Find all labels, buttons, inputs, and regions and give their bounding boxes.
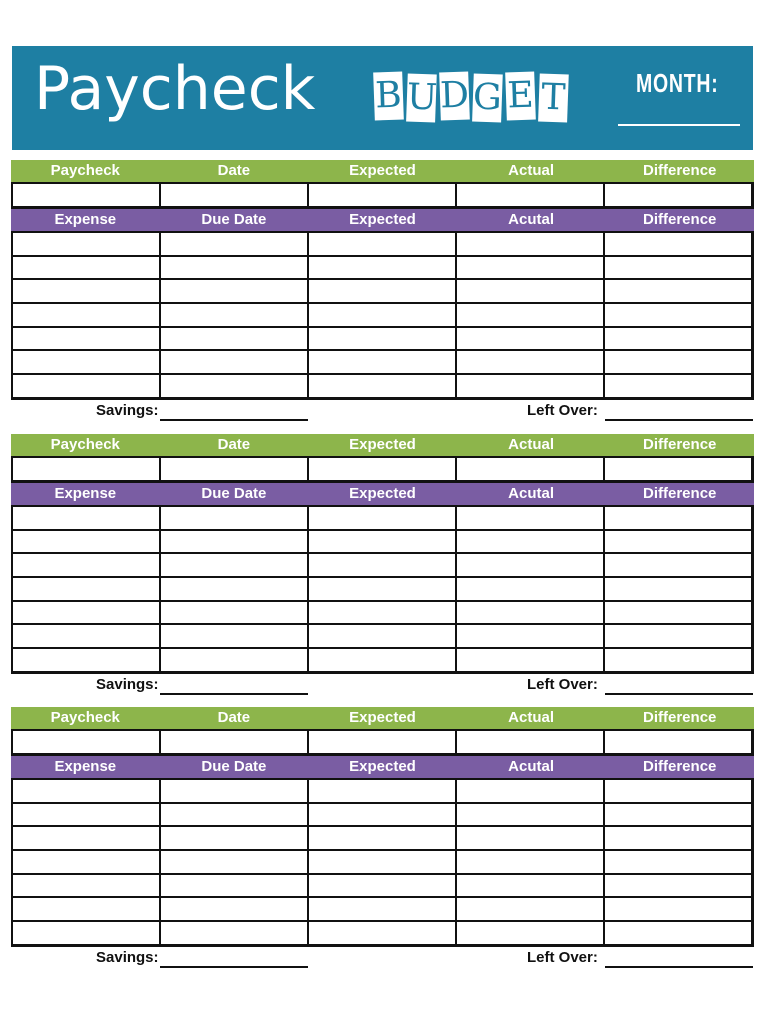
- month-label: MONTH:: [636, 68, 719, 98]
- savings-field[interactable]: [160, 419, 308, 421]
- expected-cell[interactable]: [309, 375, 457, 399]
- column-header: Difference: [643, 436, 717, 453]
- expected-cell[interactable]: [309, 184, 457, 208]
- expected-cell[interactable]: [309, 304, 457, 328]
- difference-cell[interactable]: [605, 531, 753, 555]
- due-date-cell[interactable]: [161, 280, 309, 304]
- difference-cell[interactable]: [605, 625, 753, 649]
- expense-cell[interactable]: [13, 922, 161, 946]
- totals-row: [11, 674, 754, 704]
- expected-cell[interactable]: [309, 531, 457, 555]
- actual-cell[interactable]: [457, 649, 605, 673]
- column-header: Date: [217, 709, 251, 726]
- difference-cell[interactable]: [605, 257, 753, 281]
- expense-cell[interactable]: [13, 780, 161, 804]
- difference-cell[interactable]: [605, 851, 753, 875]
- budget-section: [11, 434, 754, 704]
- expense-cell[interactable]: [13, 804, 161, 828]
- due-date-cell[interactable]: [161, 351, 309, 375]
- actual-cell[interactable]: [457, 804, 605, 828]
- due-date-cell[interactable]: [161, 922, 309, 946]
- expense-cell[interactable]: [13, 554, 161, 578]
- column-header: Acutal: [508, 211, 555, 228]
- actual-cell[interactable]: [457, 351, 605, 375]
- savings-label: Savings:: [96, 948, 159, 966]
- column-header: Difference: [643, 758, 717, 775]
- difference-cell[interactable]: [605, 780, 753, 804]
- totals-row: [11, 947, 754, 977]
- expense-header-row: [11, 483, 754, 505]
- column-header: Paycheck: [50, 709, 120, 726]
- actual-cell[interactable]: [457, 780, 605, 804]
- actual-cell[interactable]: [457, 184, 605, 208]
- expense-cell[interactable]: [13, 375, 161, 399]
- due-date-cell[interactable]: [161, 649, 309, 673]
- expected-cell[interactable]: [309, 731, 457, 755]
- actual-cell[interactable]: [457, 507, 605, 531]
- actual-cell[interactable]: [457, 531, 605, 555]
- expense-header-row: [11, 756, 754, 778]
- column-header: Date: [217, 436, 251, 453]
- expense-cell[interactable]: [13, 351, 161, 375]
- difference-cell[interactable]: [605, 804, 753, 828]
- column-header: Actual: [508, 436, 555, 453]
- paycheck-cell[interactable]: [13, 184, 161, 208]
- expense-cell[interactable]: [13, 233, 161, 257]
- column-header: Difference: [643, 485, 717, 502]
- actual-cell[interactable]: [457, 280, 605, 304]
- expected-cell[interactable]: [309, 328, 457, 352]
- column-header: Expense: [54, 758, 117, 775]
- actual-cell[interactable]: [457, 458, 605, 482]
- actual-cell[interactable]: [457, 827, 605, 851]
- difference-cell[interactable]: [605, 233, 753, 257]
- expense-cell[interactable]: [13, 827, 161, 851]
- actual-cell[interactable]: [457, 578, 605, 602]
- date-cell[interactable]: [161, 731, 309, 755]
- actual-cell[interactable]: [457, 304, 605, 328]
- column-header: Expected: [349, 436, 416, 453]
- expected-cell[interactable]: [309, 507, 457, 531]
- column-header: Difference: [643, 211, 717, 228]
- due-date-cell[interactable]: [161, 304, 309, 328]
- expected-cell[interactable]: [309, 625, 457, 649]
- expected-cell[interactable]: [309, 804, 457, 828]
- column-header: Difference: [643, 709, 717, 726]
- column-header: Expected: [349, 758, 416, 775]
- savings-label: Savings:: [96, 401, 159, 419]
- due-date-cell[interactable]: [161, 578, 309, 602]
- paycheck-table: [11, 182, 754, 209]
- expected-cell[interactable]: [309, 233, 457, 257]
- difference-cell[interactable]: [605, 304, 753, 328]
- savings-label: Savings:: [96, 675, 159, 693]
- difference-cell[interactable]: [605, 731, 753, 755]
- expected-cell[interactable]: [309, 602, 457, 626]
- paycheck-header-row: [11, 707, 754, 729]
- expense-cell[interactable]: [13, 304, 161, 328]
- column-header: Expected: [349, 485, 416, 502]
- column-header: Paycheck: [50, 162, 120, 179]
- due-date-cell[interactable]: [161, 507, 309, 531]
- expected-cell[interactable]: [309, 851, 457, 875]
- actual-cell[interactable]: [457, 602, 605, 626]
- column-header: Expected: [349, 211, 416, 228]
- budget-section: [11, 707, 754, 977]
- column-header: Actual: [508, 709, 555, 726]
- column-header: Expense: [54, 211, 117, 228]
- budget-letter: G: [472, 74, 503, 123]
- difference-cell[interactable]: [605, 922, 753, 946]
- column-header: Actual: [508, 162, 555, 179]
- actual-cell[interactable]: [457, 922, 605, 946]
- expected-cell[interactable]: [309, 875, 457, 899]
- difference-cell[interactable]: [605, 351, 753, 375]
- difference-cell[interactable]: [605, 898, 753, 922]
- actual-cell[interactable]: [457, 257, 605, 281]
- budget-letter: E: [505, 72, 536, 121]
- leftover-field[interactable]: [605, 419, 753, 421]
- date-cell[interactable]: [161, 458, 309, 482]
- due-date-cell[interactable]: [161, 257, 309, 281]
- actual-cell[interactable]: [457, 375, 605, 399]
- due-date-cell[interactable]: [161, 531, 309, 555]
- expense-header-row: [11, 209, 754, 231]
- expense-cell[interactable]: [13, 257, 161, 281]
- actual-cell[interactable]: [457, 851, 605, 875]
- due-date-cell[interactable]: [161, 804, 309, 828]
- leftover-field[interactable]: [605, 693, 753, 695]
- column-header: Acutal: [508, 758, 555, 775]
- paycheck-cell[interactable]: [13, 458, 161, 482]
- date-cell[interactable]: [161, 184, 309, 208]
- expense-cell[interactable]: [13, 602, 161, 626]
- column-header: Acutal: [508, 485, 555, 502]
- column-header: Paycheck: [50, 436, 120, 453]
- due-date-cell[interactable]: [161, 328, 309, 352]
- expense-cell[interactable]: [13, 578, 161, 602]
- due-date-cell[interactable]: [161, 602, 309, 626]
- totals-row: [11, 400, 754, 430]
- difference-cell[interactable]: [605, 375, 753, 399]
- expected-cell[interactable]: [309, 257, 457, 281]
- expected-cell[interactable]: [309, 922, 457, 946]
- due-date-cell[interactable]: [161, 375, 309, 399]
- difference-cell[interactable]: [605, 578, 753, 602]
- expense-cell[interactable]: [13, 649, 161, 673]
- due-date-cell[interactable]: [161, 898, 309, 922]
- difference-cell[interactable]: [605, 827, 753, 851]
- actual-cell[interactable]: [457, 875, 605, 899]
- expected-cell[interactable]: [309, 554, 457, 578]
- difference-cell[interactable]: [605, 649, 753, 673]
- difference-cell[interactable]: [605, 280, 753, 304]
- expense-table: [11, 505, 754, 674]
- expected-cell[interactable]: [309, 578, 457, 602]
- budget-letter: U: [406, 74, 437, 123]
- expense-table: [11, 778, 754, 947]
- column-header: Due Date: [201, 485, 267, 502]
- column-header: Expected: [349, 162, 416, 179]
- budget-letter: D: [439, 72, 470, 121]
- expected-cell[interactable]: [309, 898, 457, 922]
- paycheck-cell[interactable]: [13, 731, 161, 755]
- due-date-cell[interactable]: [161, 625, 309, 649]
- difference-cell[interactable]: [605, 554, 753, 578]
- due-date-cell[interactable]: [161, 233, 309, 257]
- difference-cell[interactable]: [605, 458, 753, 482]
- budget-letter: T: [538, 74, 569, 123]
- actual-cell[interactable]: [457, 731, 605, 755]
- due-date-cell[interactable]: [161, 780, 309, 804]
- paycheck-table: [11, 456, 754, 483]
- expected-cell[interactable]: [309, 280, 457, 304]
- budget-section: [11, 160, 754, 430]
- difference-cell[interactable]: [605, 507, 753, 531]
- expense-cell[interactable]: [13, 851, 161, 875]
- difference-cell[interactable]: [605, 875, 753, 899]
- expense-cell[interactable]: [13, 328, 161, 352]
- title-paycheck: Paycheck: [34, 54, 316, 124]
- expense-cell[interactable]: [13, 280, 161, 304]
- actual-cell[interactable]: [457, 233, 605, 257]
- title-banner: [12, 46, 753, 150]
- paycheck-table: [11, 729, 754, 756]
- difference-cell[interactable]: [605, 602, 753, 626]
- paycheck-header-row: [11, 160, 754, 182]
- savings-field[interactable]: [160, 966, 308, 968]
- column-header: Due Date: [201, 758, 267, 775]
- column-header: Expected: [349, 709, 416, 726]
- due-date-cell[interactable]: [161, 851, 309, 875]
- leftover-field[interactable]: [605, 966, 753, 968]
- expense-cell[interactable]: [13, 531, 161, 555]
- due-date-cell[interactable]: [161, 827, 309, 851]
- difference-cell[interactable]: [605, 184, 753, 208]
- column-header: Due Date: [201, 211, 267, 228]
- savings-field[interactable]: [160, 693, 308, 695]
- leftover-label: Left Over:: [527, 401, 598, 419]
- paycheck-header-row: [11, 434, 754, 456]
- due-date-cell[interactable]: [161, 875, 309, 899]
- budget-letter: B: [373, 72, 404, 121]
- title-budget: [374, 72, 568, 120]
- due-date-cell[interactable]: [161, 554, 309, 578]
- expected-cell[interactable]: [309, 780, 457, 804]
- expected-cell[interactable]: [309, 351, 457, 375]
- actual-cell[interactable]: [457, 898, 605, 922]
- leftover-label: Left Over:: [527, 675, 598, 693]
- actual-cell[interactable]: [457, 554, 605, 578]
- leftover-label: Left Over:: [527, 948, 598, 966]
- column-header: Date: [217, 162, 251, 179]
- actual-cell[interactable]: [457, 328, 605, 352]
- month-field[interactable]: [618, 124, 740, 126]
- column-header: Expense: [54, 485, 117, 502]
- expected-cell[interactable]: [309, 458, 457, 482]
- expense-cell[interactable]: [13, 898, 161, 922]
- column-header: Difference: [643, 162, 717, 179]
- actual-cell[interactable]: [457, 625, 605, 649]
- expected-cell[interactable]: [309, 827, 457, 851]
- expected-cell[interactable]: [309, 649, 457, 673]
- expense-table: [11, 231, 754, 400]
- expense-cell[interactable]: [13, 507, 161, 531]
- difference-cell[interactable]: [605, 328, 753, 352]
- expense-cell[interactable]: [13, 625, 161, 649]
- expense-cell[interactable]: [13, 875, 161, 899]
